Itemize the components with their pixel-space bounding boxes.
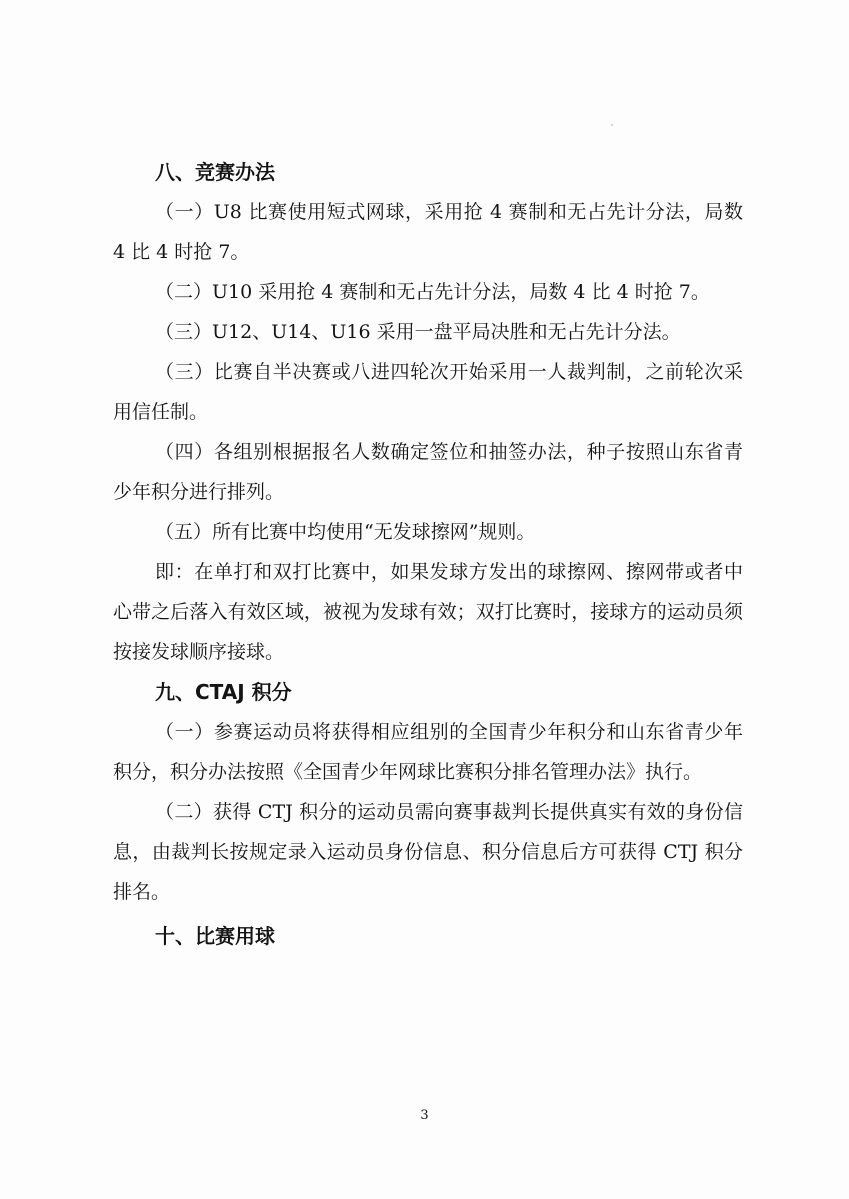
document-body	[113, 150, 743, 956]
paragraph: （二）获得 CTJ 积分的运动员需向赛事裁判长提供真实有效的身份信息，由裁判长按规定录入运动员身份信息、积分信息后方可获得 CTJ 积分排名。	[113, 801, 743, 903]
paragraph: （四）各组别根据报名人数确定签位和抽签办法，种子按照山东省青少年积分进行排列。	[113, 441, 743, 503]
paragraph: （一）参赛运动员将获得相应组别的全国青少年积分和山东省青少年积分，积分办法按照《全国青少年网球比赛积分排名管理办法》执行。	[113, 721, 743, 783]
paragraph: （三）比赛自半决赛或八进四轮次开始采用一人裁判制，之前轮次采用信任制。	[113, 361, 743, 423]
paragraph: 即：在单打和双打比赛中，如果发球方发出的球擦网、擦网带或者中心带之后落入有效区域，被视为发球有效；双打比赛时，接球方的运动员须按接发球顺序接球。	[113, 561, 743, 663]
paragraph: （三）U12、U14、U16 采用一盘平局决胜和无占先计分法。	[155, 321, 681, 343]
scan-speck	[611, 124, 613, 126]
section-heading-ctaj-points: 九、CTAJ 积分	[155, 680, 292, 704]
paragraph: （五）所有比赛中均使用“无发球擦网”规则。	[155, 521, 536, 543]
section-heading-competition-method: 八、竞赛办法	[155, 160, 275, 184]
paragraph: （二）U10 采用抢 4 赛制和无占先计分法，局数 4 比 4 时抢 7。	[155, 281, 710, 303]
paragraph: （一）U8 比赛使用短式网球，采用抢 4 赛制和无占先计分法，局数 4 比 4 时抢 7。	[113, 201, 743, 263]
page-number: 3	[420, 1108, 429, 1123]
section-heading-match-balls: 十、比赛用球	[155, 924, 275, 948]
